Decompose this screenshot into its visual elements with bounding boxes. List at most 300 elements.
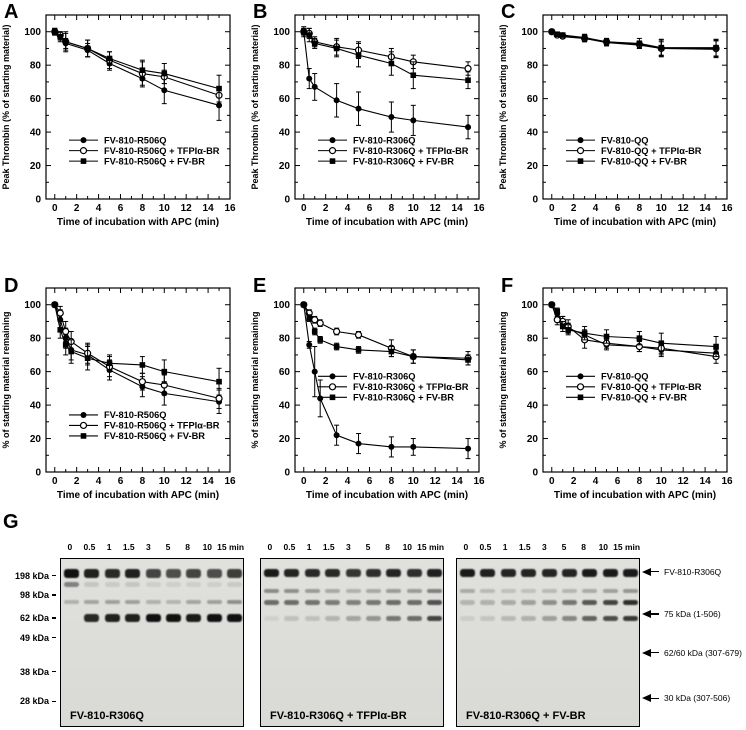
gel-band — [207, 569, 222, 578]
marker-open-circle — [57, 310, 63, 316]
y-axis-title: Peak Thrombin (% of starting material) — [250, 24, 260, 190]
series-filled-circle — [52, 302, 222, 414]
marker-filled-circle — [578, 137, 584, 143]
lane-label: 0 — [67, 542, 73, 552]
y-tick-label: 20 — [29, 434, 41, 446]
marker-filled-circle — [81, 412, 87, 418]
plot-frame — [543, 15, 727, 199]
marker-filled-square — [57, 327, 63, 333]
y-tick-label: 40 — [278, 400, 290, 412]
mw-marker — [0, 696, 58, 706]
gel-band — [325, 569, 340, 577]
legend-label: FV-810-QQ — [601, 135, 649, 146]
x-tick-label: 4 — [95, 476, 102, 487]
gel-label-3: FV-810-R306Q + FV-BR — [466, 710, 586, 722]
fragment-annotation-label: 75 kDa (1-506) — [664, 608, 721, 619]
legend-label: FV-810-QQ + FV-BR — [601, 392, 688, 403]
x-tick-label: 14 — [699, 476, 711, 487]
gel-band — [146, 600, 161, 604]
marker-filled-square — [658, 45, 664, 51]
marker-open-circle — [216, 395, 222, 401]
arrow-left-icon — [642, 649, 651, 657]
gel-band — [84, 600, 99, 604]
marker-filled-square — [140, 67, 146, 73]
x-tick-label: 12 — [677, 476, 689, 487]
gel-band — [207, 614, 222, 622]
gel-band — [542, 569, 557, 577]
series-filled-square — [301, 27, 471, 89]
x-tick-label: 8 — [388, 203, 395, 214]
y-tick-label: 80 — [526, 60, 538, 72]
marker-filled-square — [465, 77, 471, 83]
x-tick-label: 14 — [202, 203, 214, 214]
x-axis-title: Time of incubation with APC (min) — [553, 490, 717, 500]
marker-filled-circle — [330, 373, 336, 379]
gel-band — [603, 616, 618, 621]
lane-label: 5 — [365, 542, 371, 552]
gel-band — [105, 600, 120, 604]
marker-filled-square — [410, 72, 416, 78]
gel-band — [186, 569, 201, 578]
gel-band — [264, 616, 279, 621]
gel-band — [521, 589, 536, 593]
gel-band — [623, 600, 638, 605]
series-open-circle — [549, 302, 719, 364]
gel-band — [207, 582, 222, 587]
marker-filled-square — [604, 39, 610, 45]
gel-image-2 — [260, 558, 444, 727]
y-tick-label: 0 — [532, 194, 538, 206]
marker-filled-square — [713, 45, 719, 51]
x-tick-label: 16 — [473, 203, 485, 214]
gel-band — [407, 616, 422, 621]
plot-frame — [46, 15, 230, 199]
gel-band — [366, 616, 381, 621]
gel-band — [284, 600, 299, 605]
gel-band — [125, 582, 140, 587]
marker-filled-square — [389, 61, 395, 67]
marker-filled-square — [81, 158, 87, 164]
marker-filled-square — [356, 52, 362, 58]
gel-band — [284, 569, 299, 577]
marker-filled-square — [301, 29, 307, 35]
y-tick-label: 80 — [29, 333, 41, 345]
legend-label: FV-810-R506Q — [104, 135, 167, 146]
lane-label: 1 — [106, 542, 112, 552]
marker-filled-circle — [356, 441, 362, 447]
series-line — [304, 32, 468, 69]
x-tick-label: 16 — [721, 476, 733, 487]
x-tick-label: 2 — [570, 203, 577, 214]
x-tick-label: 6 — [366, 203, 373, 214]
panel-F — [497, 250, 746, 500]
panel-G — [0, 505, 746, 730]
gel-band — [166, 569, 181, 578]
panel-letter-B: B — [253, 1, 268, 23]
x-tick-label: 14 — [699, 203, 711, 214]
mw-marker — [0, 590, 58, 600]
lane-label: 1.5 — [122, 542, 135, 552]
marker-filled-circle — [388, 444, 394, 450]
marker-filled-square — [63, 342, 69, 348]
marker-filled-square — [52, 29, 58, 35]
gel-band — [227, 600, 242, 604]
series-line — [552, 305, 716, 357]
x-tick-label: 10 — [158, 203, 170, 214]
series-filled-square — [549, 29, 719, 56]
marker-open-circle — [356, 332, 362, 338]
mw-marker-label: 38 kDa — [19, 666, 49, 677]
fragment-annotation — [642, 567, 721, 577]
chart-A — [0, 0, 249, 250]
gel-band — [582, 600, 597, 605]
mw-marker — [0, 633, 58, 643]
legend-label: FV-810-R306Q + FV-BR — [353, 392, 455, 403]
x-tick-label: 6 — [117, 203, 124, 214]
marker-filled-square — [334, 46, 340, 52]
marker-filled-square — [713, 344, 719, 350]
x-axis-title: Time of incubation with APC (min) — [553, 217, 717, 228]
x-tick-label: 16 — [473, 476, 485, 487]
gel-image-1 — [60, 558, 244, 727]
series-open-circle — [301, 302, 471, 365]
gel-image-3 — [456, 558, 640, 727]
gel-band — [125, 600, 140, 604]
gel-band — [386, 569, 401, 577]
x-tick-label: 2 — [322, 203, 329, 214]
x-tick-label: 4 — [592, 476, 599, 487]
gel-band — [427, 569, 442, 577]
x-tick-label: 10 — [407, 203, 419, 214]
marker-filled-square — [658, 340, 664, 346]
gel-band — [264, 600, 279, 605]
lane-label: 10 — [402, 542, 413, 552]
fragment-annotation — [642, 609, 721, 619]
marker-filled-square — [637, 41, 643, 47]
lane-label: 8 — [385, 542, 391, 552]
panel-B — [249, 0, 498, 250]
marker-filled-circle — [334, 432, 340, 438]
arrow-tail — [651, 571, 659, 573]
marker-filled-circle — [578, 373, 584, 379]
legend-label: FV-810-R506Q + FV-BR — [104, 156, 206, 167]
chart-B — [249, 0, 498, 250]
x-tick-label: 10 — [158, 476, 170, 487]
marker-filled-square — [578, 395, 584, 401]
gel-band — [325, 589, 340, 593]
lane-label: 5 — [561, 542, 567, 552]
marker-open-circle — [465, 66, 471, 72]
lane-label: 10 — [598, 542, 609, 552]
marker-filled-square — [216, 379, 222, 385]
marker-filled-circle — [312, 84, 318, 90]
y-tick-label: 80 — [278, 60, 290, 72]
gel-band — [460, 589, 475, 593]
marker-filled-square — [306, 32, 312, 38]
fragment-annotation-label: 30 kDa (307-506) — [664, 693, 731, 704]
lane-label: 3 — [346, 542, 351, 552]
mw-marker-label: 62 kDa — [19, 612, 49, 623]
marker-filled-circle — [410, 444, 416, 450]
marker-filled-square — [560, 32, 566, 38]
gel-band — [427, 600, 442, 605]
panel-letter-D: D — [4, 275, 19, 297]
x-tick-label: 2 — [73, 203, 80, 214]
x-tick-label: 0 — [548, 203, 555, 214]
lane-labels-gel-2 — [260, 542, 444, 554]
mw-marker — [0, 667, 58, 677]
fragment-annotation-label: 62/60 kDa (307-679) — [664, 647, 742, 658]
gel-band — [480, 600, 495, 605]
series-open-circle — [301, 28, 471, 75]
marker-filled-circle — [388, 114, 394, 120]
panel-letter-F: F — [501, 275, 514, 297]
legend-label: FV-810-R506Q + TFPIα-BR — [104, 145, 220, 156]
gel-band — [623, 616, 638, 621]
y-tick-label: 100 — [24, 300, 41, 312]
gel-band — [427, 589, 442, 593]
marker-filled-square — [565, 327, 571, 333]
gel-band — [346, 569, 361, 577]
marker-filled-square — [107, 360, 113, 366]
x-tick-label: 6 — [366, 476, 373, 487]
gel-band — [407, 600, 422, 605]
y-tick-label: 0 — [532, 467, 538, 479]
legend-label: FV-810-QQ + FV-BR — [601, 156, 688, 167]
y-tick-label: 20 — [526, 161, 538, 173]
legend-label: FV-810-R306Q — [353, 135, 416, 146]
x-tick-label: 16 — [224, 203, 236, 214]
gel-band — [366, 569, 381, 577]
lane-label: 8 — [185, 542, 191, 552]
gel-band — [501, 600, 516, 605]
gel-band — [521, 600, 536, 605]
panel-letter-A: A — [4, 1, 19, 23]
gel-band — [125, 569, 140, 578]
gel-band — [480, 616, 495, 621]
series-line — [55, 305, 219, 382]
gel-band — [227, 569, 242, 578]
x-axis-title: Time of incubation with APC (min) — [56, 490, 220, 500]
x-tick-label: 8 — [139, 476, 146, 487]
gel-band — [366, 589, 381, 593]
marker-open-circle — [578, 384, 584, 390]
gel-band — [501, 616, 516, 621]
panel-letter-G: G — [3, 511, 19, 533]
gel-band — [264, 569, 279, 577]
legend-label: FV-810-R506Q + TFPIα-BR — [104, 420, 220, 431]
gel-band — [501, 589, 516, 593]
marker-filled-square — [549, 29, 555, 35]
series-line — [55, 32, 219, 96]
x-tick-label: 0 — [300, 476, 307, 487]
x-tick-label: 14 — [451, 203, 463, 214]
chart-E — [249, 250, 498, 500]
mw-marker-label: 28 kDa — [19, 696, 49, 707]
marker-filled-circle — [410, 117, 416, 123]
marker-open-circle — [334, 328, 340, 334]
lane-label: 1 — [306, 542, 312, 552]
x-tick-label: 0 — [51, 476, 58, 487]
x-tick-label: 4 — [592, 203, 599, 214]
arrow-left-icon — [642, 568, 651, 576]
y-tick-label: 80 — [29, 60, 41, 72]
mw-marker — [0, 571, 58, 581]
marker-filled-square — [85, 46, 91, 52]
x-tick-label: 10 — [655, 203, 667, 214]
marker-filled-square — [52, 302, 58, 308]
marker-open-circle — [81, 422, 87, 428]
y-tick-label: 60 — [278, 367, 290, 379]
marker-filled-square — [554, 31, 560, 37]
marker-filled-square — [85, 355, 91, 361]
x-tick-label: 6 — [614, 476, 621, 487]
marker-filled-square — [161, 369, 167, 375]
gel-band — [166, 600, 181, 604]
gel-band — [325, 600, 340, 605]
lane-label: 3 — [146, 542, 151, 552]
y-axis-title: Peak Thrombin (% of starting material) — [1, 24, 11, 190]
marker-filled-square — [216, 86, 222, 92]
marker-filled-square — [301, 302, 307, 308]
marker-filled-square — [161, 71, 167, 77]
gel-band — [105, 569, 120, 578]
panel-E — [249, 250, 498, 500]
gel-band — [105, 582, 120, 587]
series-line — [304, 305, 468, 360]
x-tick-label: 14 — [202, 476, 214, 487]
gel-label-2: FV-810-R306Q + TFPIα-BR — [270, 710, 407, 722]
gel-band — [542, 616, 557, 621]
x-tick-label: 16 — [721, 203, 733, 214]
panel-letter-C: C — [501, 1, 516, 23]
gel-band — [562, 569, 577, 577]
fragment-annotation-label: FV-810-R306Q — [664, 566, 722, 577]
arrow-tail — [651, 652, 659, 654]
gel-band — [386, 616, 401, 621]
marker-filled-square — [560, 324, 566, 330]
gel-band — [186, 600, 201, 604]
series-line — [552, 305, 716, 347]
lane-label: 1.5 — [322, 542, 335, 552]
mw-marker-tick — [52, 671, 56, 673]
gel-band — [603, 600, 618, 605]
marker-filled-square — [604, 334, 610, 340]
gel-band — [84, 569, 99, 578]
y-tick-label: 0 — [284, 194, 290, 206]
lane-label: 0.5 — [283, 542, 296, 552]
marker-filled-square — [140, 362, 146, 368]
legend-label: FV-810-R306Q + TFPIα-BR — [353, 145, 469, 156]
mw-marker-tick — [52, 637, 56, 639]
x-tick-label: 0 — [548, 476, 555, 487]
marker-filled-square — [57, 34, 63, 40]
legend-label: FV-810-R506Q + FV-BR — [104, 431, 206, 442]
gel-band — [305, 569, 320, 577]
gel-band — [146, 582, 161, 587]
series-line — [55, 32, 219, 89]
legend-label: FV-810-R306Q — [353, 371, 416, 382]
y-tick-label: 100 — [273, 27, 290, 39]
x-tick-label: 2 — [73, 476, 80, 487]
marker-filled-square — [330, 395, 336, 401]
series-open-circle — [52, 302, 222, 409]
x-tick-label: 12 — [429, 476, 441, 487]
y-tick-label: 40 — [29, 400, 41, 412]
marker-filled-circle — [312, 369, 318, 375]
lane-label: 0 — [463, 542, 469, 552]
mw-marker-label: 49 kDa — [19, 632, 49, 643]
gel-band — [521, 569, 536, 577]
x-axis-title: Time of incubation with APC (min) — [305, 490, 469, 500]
gel-band — [582, 616, 597, 621]
gel-band — [84, 614, 99, 622]
mw-marker-tick — [52, 594, 56, 596]
chart-F — [497, 250, 746, 500]
gel-band — [623, 589, 638, 593]
marker-filled-square — [317, 337, 323, 343]
gel-band — [562, 600, 577, 605]
legend-label: FV-810-R306Q + TFPIα-BR — [353, 382, 469, 393]
x-tick-label: 0 — [51, 203, 58, 214]
y-tick-label: 100 — [273, 300, 290, 312]
y-tick-label: 60 — [526, 94, 538, 106]
gel-band — [623, 569, 638, 577]
marker-filled-square — [63, 39, 69, 45]
marker-open-circle — [330, 384, 336, 390]
marker-filled-square — [554, 309, 560, 315]
gel-band — [84, 582, 99, 587]
gel-band — [305, 600, 320, 605]
arrow-tail — [651, 698, 659, 700]
gel-band — [284, 616, 299, 621]
y-tick-label: 0 — [35, 194, 41, 206]
y-axis-title: Peak Thrombin (% of starting material) — [498, 24, 508, 190]
series-filled-circle — [549, 302, 719, 359]
gel-band — [460, 616, 475, 621]
marker-open-circle — [63, 328, 69, 334]
gel-band — [284, 589, 299, 593]
series-line — [55, 305, 219, 402]
gel-band — [521, 616, 536, 621]
gel-band — [460, 569, 475, 577]
marker-open-circle — [578, 148, 584, 154]
marker-filled-circle — [465, 124, 471, 130]
gel-band — [562, 589, 577, 593]
lane-label: 15 min — [613, 542, 641, 552]
gel-band — [325, 616, 340, 621]
marker-filled-square — [356, 347, 362, 353]
marker-filled-circle — [330, 137, 336, 143]
x-axis-title: Time of incubation with APC (min) — [305, 217, 469, 228]
gel-band — [146, 614, 161, 622]
x-tick-label: 4 — [95, 203, 102, 214]
series-line — [552, 32, 716, 50]
marker-filled-square — [68, 349, 74, 355]
marker-filled-circle — [306, 76, 312, 82]
x-tick-label: 8 — [636, 203, 643, 214]
x-tick-label: 10 — [655, 476, 667, 487]
arrow-left-icon — [642, 694, 651, 702]
gel-band — [582, 569, 597, 577]
lane-label: 15 min — [417, 542, 445, 552]
lane-label: 1.5 — [518, 542, 531, 552]
arrow-left-icon — [642, 610, 651, 618]
lane-label: 3 — [542, 542, 547, 552]
x-tick-label: 12 — [180, 203, 192, 214]
gel-band — [582, 589, 597, 593]
marker-filled-square — [582, 330, 588, 336]
